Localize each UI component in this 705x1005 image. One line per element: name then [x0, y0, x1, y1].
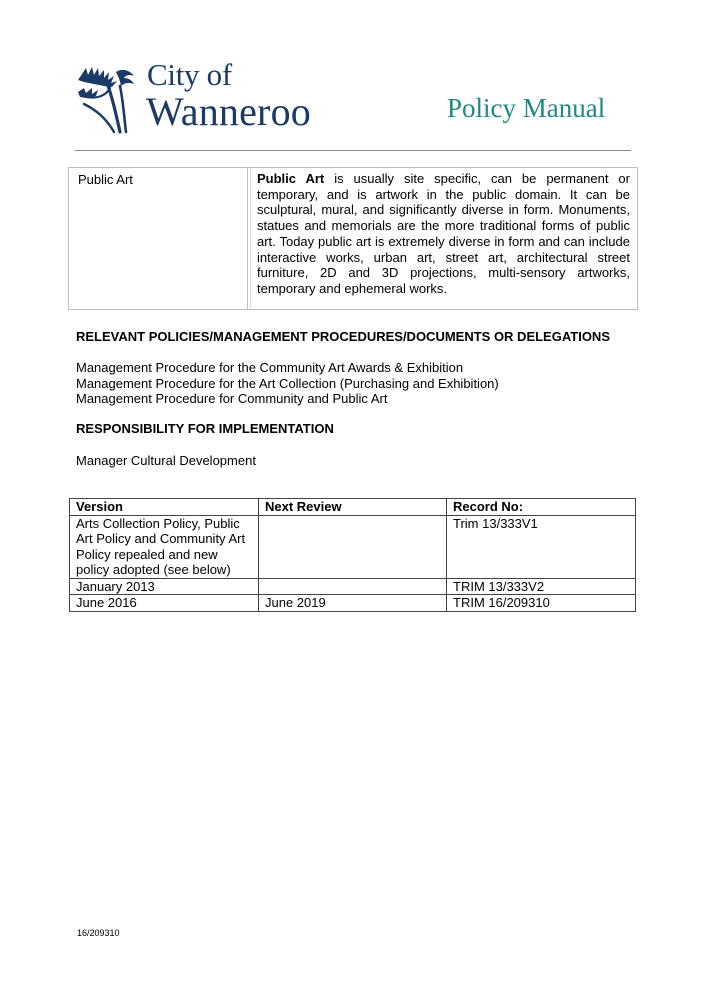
policy-manual-title: Policy Manual	[447, 93, 606, 123]
city-of-wanneroo-logo	[76, 57, 326, 137]
record-no-cell: TRIM 16/209310	[447, 595, 636, 612]
next-review-cell	[259, 515, 447, 578]
definition-table	[68, 167, 638, 310]
responsibility-value: Manager Cultural Development	[76, 453, 256, 468]
table-row	[70, 515, 636, 578]
definition-term: Public Art	[78, 172, 133, 187]
table-header-row	[70, 499, 636, 516]
record-no-cell: TRIM 13/333V2	[447, 578, 636, 595]
next-review-cell: June 2019	[259, 595, 447, 612]
version-cell: Arts Collection Policy, Public Art Policy and Community Art Policy repealed and new policy adopted (see below)	[70, 515, 259, 578]
definition-column-divider-inner	[250, 168, 251, 309]
table-row	[70, 595, 636, 612]
version-cell: June 2016	[70, 595, 259, 612]
banksia-emblem-icon	[76, 66, 138, 134]
relevant-policies-heading: RELEVANT POLICIES/MANAGEMENT PROCEDURES/DOCUMENTS OR DELEGATIONS	[76, 329, 610, 344]
version-cell: January 2013	[70, 578, 259, 595]
header-divider	[75, 150, 631, 151]
table-row	[70, 578, 636, 595]
definition-lead: Public Art	[257, 171, 325, 186]
column-header-next-review: Next Review	[259, 499, 447, 516]
record-no-cell: Trim 13/333V1	[447, 515, 636, 578]
column-header-record-no: Record No:	[447, 499, 636, 516]
responsibility-heading: RESPONSIBILITY FOR IMPLEMENTATION	[76, 421, 334, 436]
definition-column-divider	[247, 168, 248, 309]
page-header	[0, 0, 705, 160]
relevant-item: Management Procedure for the Art Collection (Purchasing and Exhibition)	[76, 375, 499, 391]
definition-body: is usually site specific, can be permanent or temporary, and is artwork in the public domain. It can be sculptural, mural, and significantly diverse in form. Monuments, statues and memorials are the more traditional forms of public art. Today public art is extremely diverse in form and can include interactive works, urban art, street art, architectural street furniture, 2D and 3D projections, multi-sensory artworks, temporary and ephemeral works.	[257, 171, 630, 296]
relevant-item: Management Procedure for Community and Public Art	[76, 391, 388, 406]
column-header-version: Version	[70, 499, 259, 516]
logo-city-of-text: City of	[147, 57, 232, 92]
document-reference: 16/209310	[77, 928, 120, 938]
version-history-table	[69, 498, 636, 612]
next-review-cell	[259, 578, 447, 595]
logo-wanneroo-text: Wanneroo	[146, 89, 311, 134]
relevant-item: Management Procedure for the Community Art Awards & Exhibition	[76, 360, 464, 375]
definition-description	[257, 171, 630, 297]
